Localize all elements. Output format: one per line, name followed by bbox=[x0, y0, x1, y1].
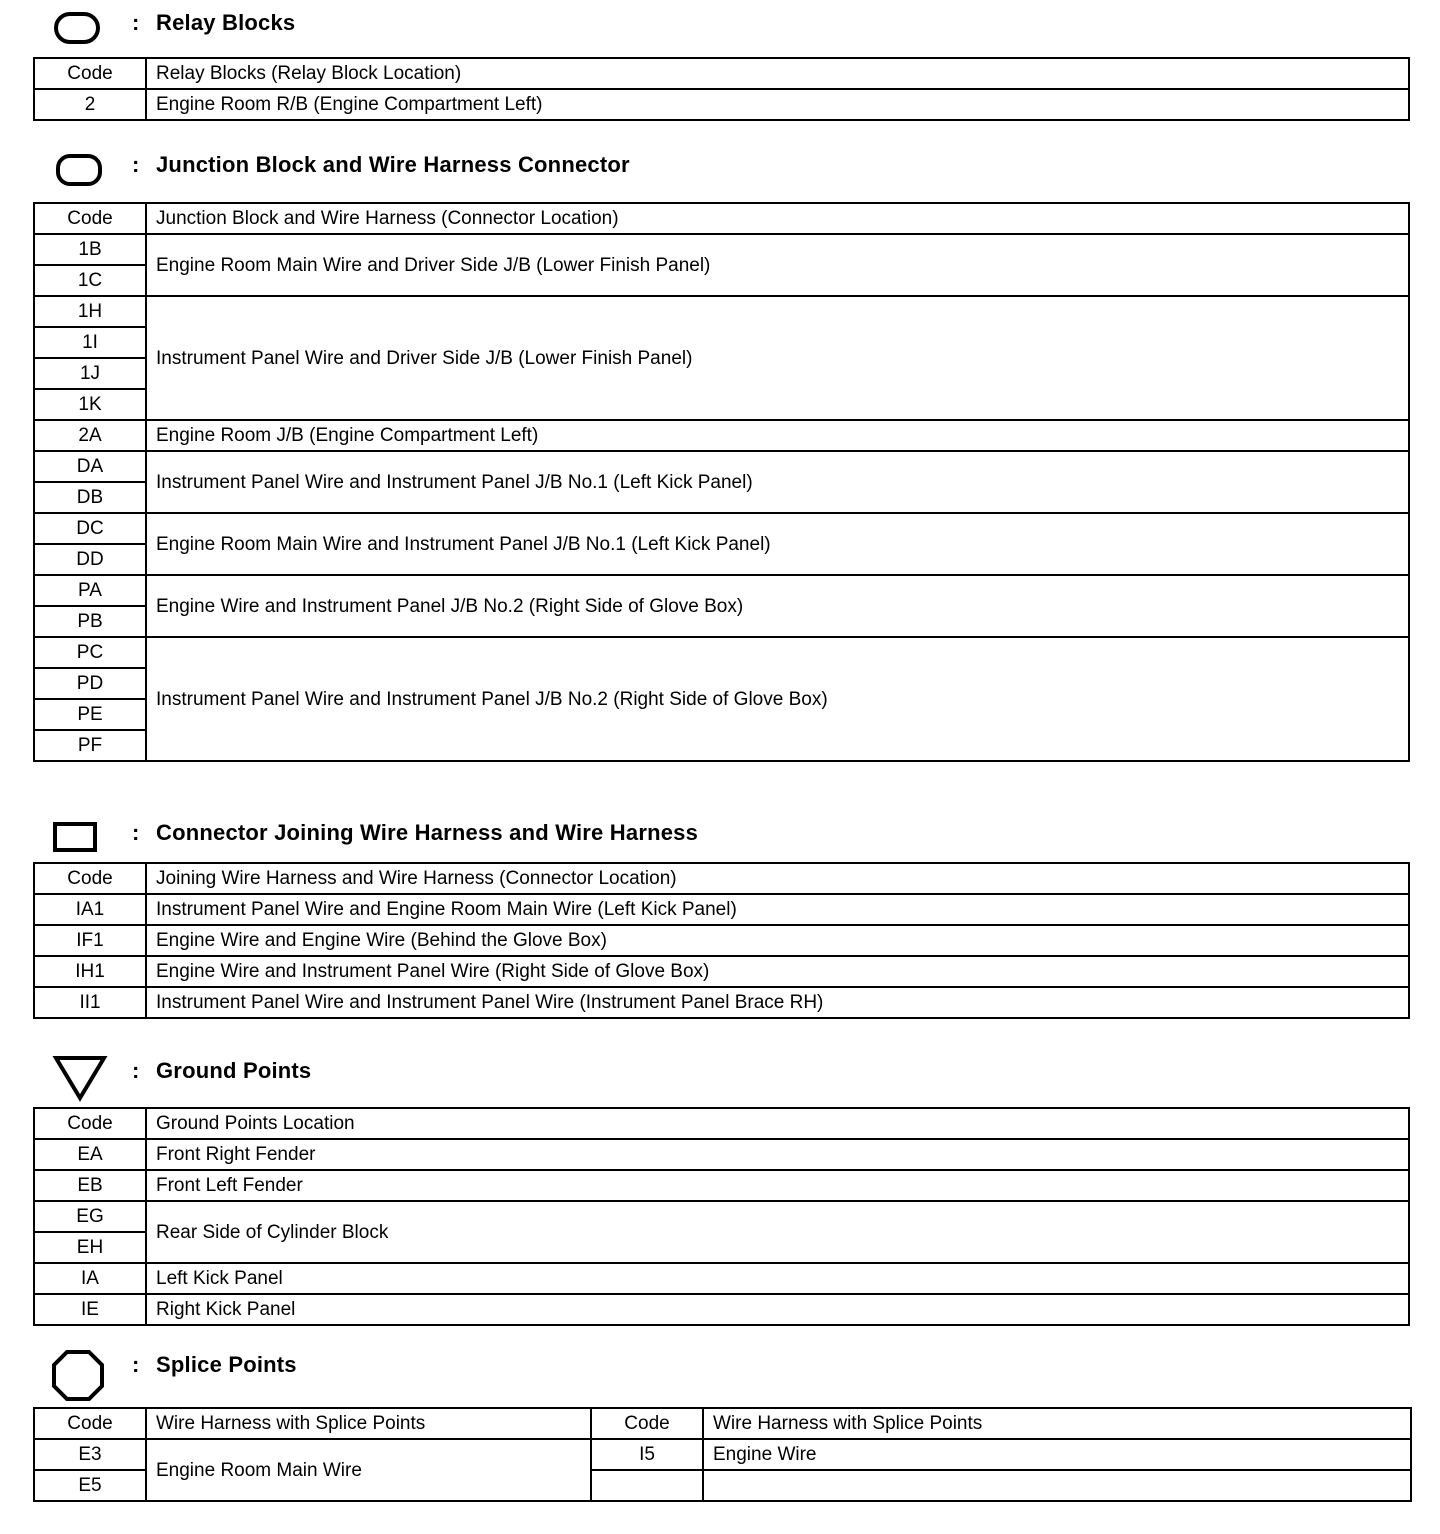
heading-colon: : bbox=[132, 1352, 140, 1377]
connector-heading bbox=[52, 818, 1352, 858]
square-icon bbox=[52, 818, 104, 858]
table-row bbox=[34, 987, 1409, 1018]
desc-cell: Engine Room Main Wire and Instrument Panel J/B No.1 (Left Kick Panel) bbox=[146, 513, 1409, 575]
table-row bbox=[34, 1439, 1411, 1470]
code-header: Code bbox=[34, 203, 146, 234]
heading-colon: : bbox=[132, 152, 140, 177]
code-cell: EA bbox=[34, 1139, 146, 1170]
code-cell: 1I bbox=[34, 327, 146, 358]
table-row bbox=[34, 1294, 1409, 1325]
code-cell: IA1 bbox=[34, 894, 146, 925]
table-row bbox=[34, 420, 1409, 451]
table-row bbox=[34, 894, 1409, 925]
octagon-icon bbox=[52, 1350, 108, 1402]
code-cell: II1 bbox=[34, 987, 146, 1018]
heading-colon: : bbox=[132, 1058, 140, 1083]
desc-header: Wire Harness with Splice Points bbox=[146, 1408, 591, 1439]
code-cell: E3 bbox=[34, 1439, 146, 1470]
desc-cell: Instrument Panel Wire and Driver Side J/B (Lower Finish Panel) bbox=[146, 296, 1409, 420]
code-cell: 2 bbox=[34, 89, 146, 120]
splice-points-heading bbox=[52, 1350, 1352, 1390]
code-cell: 1B bbox=[34, 234, 146, 265]
table-row bbox=[34, 1201, 1409, 1232]
code-cell: DB bbox=[34, 482, 146, 513]
desc-cell: Instrument Panel Wire and Instrument Panel Wire (Instrument Panel Brace RH) bbox=[146, 987, 1409, 1018]
desc-header: Joining Wire Harness and Wire Harness (Connector Location) bbox=[146, 863, 1409, 894]
table-row bbox=[34, 234, 1409, 265]
desc-cell: Front Left Fender bbox=[146, 1170, 1409, 1201]
table-row bbox=[34, 451, 1409, 482]
desc-cell: Front Right Fender bbox=[146, 1139, 1409, 1170]
code-cell: PF bbox=[34, 730, 146, 761]
code-cell bbox=[591, 1470, 703, 1501]
rounded-rect-icon bbox=[52, 8, 104, 48]
code-cell: DD bbox=[34, 544, 146, 575]
desc-cell: Engine Wire and Engine Wire (Behind the Glove Box) bbox=[146, 925, 1409, 956]
code-header: Code bbox=[34, 863, 146, 894]
code-header: Code bbox=[591, 1408, 703, 1439]
splice-points-table bbox=[33, 1407, 1412, 1502]
heading-colon: : bbox=[132, 10, 140, 35]
triangle-icon bbox=[52, 1056, 112, 1104]
relay-blocks-heading bbox=[52, 8, 1352, 48]
table-row bbox=[34, 1170, 1409, 1201]
desc-cell: Right Kick Panel bbox=[146, 1294, 1409, 1325]
code-cell: PC bbox=[34, 637, 146, 668]
desc-cell: Instrument Panel Wire and Engine Room Main Wire (Left Kick Panel) bbox=[146, 894, 1409, 925]
desc-cell: Left Kick Panel bbox=[146, 1263, 1409, 1294]
desc-cell: Engine Wire and Instrument Panel J/B No.2 (Right Side of Glove Box) bbox=[146, 575, 1409, 637]
code-header: Code bbox=[34, 58, 146, 89]
code-cell: 1H bbox=[34, 296, 146, 327]
code-cell: IF1 bbox=[34, 925, 146, 956]
table-row bbox=[34, 513, 1409, 544]
desc-cell: Instrument Panel Wire and Instrument Panel J/B No.1 (Left Kick Panel) bbox=[146, 451, 1409, 513]
table-row bbox=[34, 925, 1409, 956]
code-cell: 1K bbox=[34, 389, 146, 420]
code-cell: 1J bbox=[34, 358, 146, 389]
code-cell: IA bbox=[34, 1263, 146, 1294]
section-title: Connector Joining Wire Harness and Wire Harness bbox=[156, 820, 699, 845]
section-title: Relay Blocks bbox=[156, 10, 296, 35]
table-header-row bbox=[34, 1408, 1411, 1439]
ground-points-heading bbox=[52, 1056, 1352, 1096]
code-cell: PD bbox=[34, 668, 146, 699]
code-cell: IH1 bbox=[34, 956, 146, 987]
desc-header: Relay Blocks (Relay Block Location) bbox=[146, 58, 1409, 89]
desc-header: Junction Block and Wire Harness (Connector Location) bbox=[146, 203, 1409, 234]
section-title: Ground Points bbox=[156, 1058, 312, 1083]
table-row bbox=[34, 1263, 1409, 1294]
desc-cell: Engine Room J/B (Engine Compartment Left) bbox=[146, 420, 1409, 451]
heading-colon: : bbox=[132, 820, 140, 845]
desc-cell: Engine Wire bbox=[703, 1439, 1411, 1470]
code-cell: 2A bbox=[34, 420, 146, 451]
table-header-row bbox=[34, 58, 1409, 89]
desc-cell: Engine Room Main Wire bbox=[146, 1439, 591, 1501]
desc-header: Wire Harness with Splice Points bbox=[703, 1408, 1411, 1439]
table-header-row bbox=[34, 1108, 1409, 1139]
table-row bbox=[34, 575, 1409, 606]
rounded-rect-icon bbox=[52, 150, 104, 190]
table-header-row bbox=[34, 863, 1409, 894]
table-row bbox=[34, 89, 1409, 120]
table-row bbox=[34, 637, 1409, 668]
section-title: Splice Points bbox=[156, 1352, 297, 1377]
table-row bbox=[34, 296, 1409, 327]
relay-blocks-table bbox=[33, 57, 1410, 121]
code-cell: DA bbox=[34, 451, 146, 482]
junction-block-table bbox=[33, 202, 1410, 762]
junction-block-heading bbox=[52, 150, 1352, 190]
code-cell: EG bbox=[34, 1201, 146, 1232]
code-cell: EB bbox=[34, 1170, 146, 1201]
desc-cell bbox=[703, 1470, 1411, 1501]
ground-points-table bbox=[33, 1107, 1410, 1326]
desc-cell: Rear Side of Cylinder Block bbox=[146, 1201, 1409, 1263]
desc-header: Ground Points Location bbox=[146, 1108, 1409, 1139]
code-cell: PB bbox=[34, 606, 146, 637]
desc-cell: Engine Room Main Wire and Driver Side J/B (Lower Finish Panel) bbox=[146, 234, 1409, 296]
code-cell: I5 bbox=[591, 1439, 703, 1470]
connector-table bbox=[33, 862, 1410, 1019]
code-cell: PA bbox=[34, 575, 146, 606]
table-row bbox=[34, 1139, 1409, 1170]
code-cell: IE bbox=[34, 1294, 146, 1325]
code-cell: DC bbox=[34, 513, 146, 544]
desc-cell: Instrument Panel Wire and Instrument Panel J/B No.2 (Right Side of Glove Box) bbox=[146, 637, 1409, 761]
code-cell: 1C bbox=[34, 265, 146, 296]
table-header-row bbox=[34, 203, 1409, 234]
code-cell: PE bbox=[34, 699, 146, 730]
code-header: Code bbox=[34, 1408, 146, 1439]
code-cell: E5 bbox=[34, 1470, 146, 1501]
code-header: Code bbox=[34, 1108, 146, 1139]
section-title: Junction Block and Wire Harness Connector bbox=[156, 152, 630, 177]
desc-cell: Engine Wire and Instrument Panel Wire (Right Side of Glove Box) bbox=[146, 956, 1409, 987]
desc-cell: Engine Room R/B (Engine Compartment Left) bbox=[146, 89, 1409, 120]
table-row bbox=[34, 956, 1409, 987]
code-cell: EH bbox=[34, 1232, 146, 1263]
